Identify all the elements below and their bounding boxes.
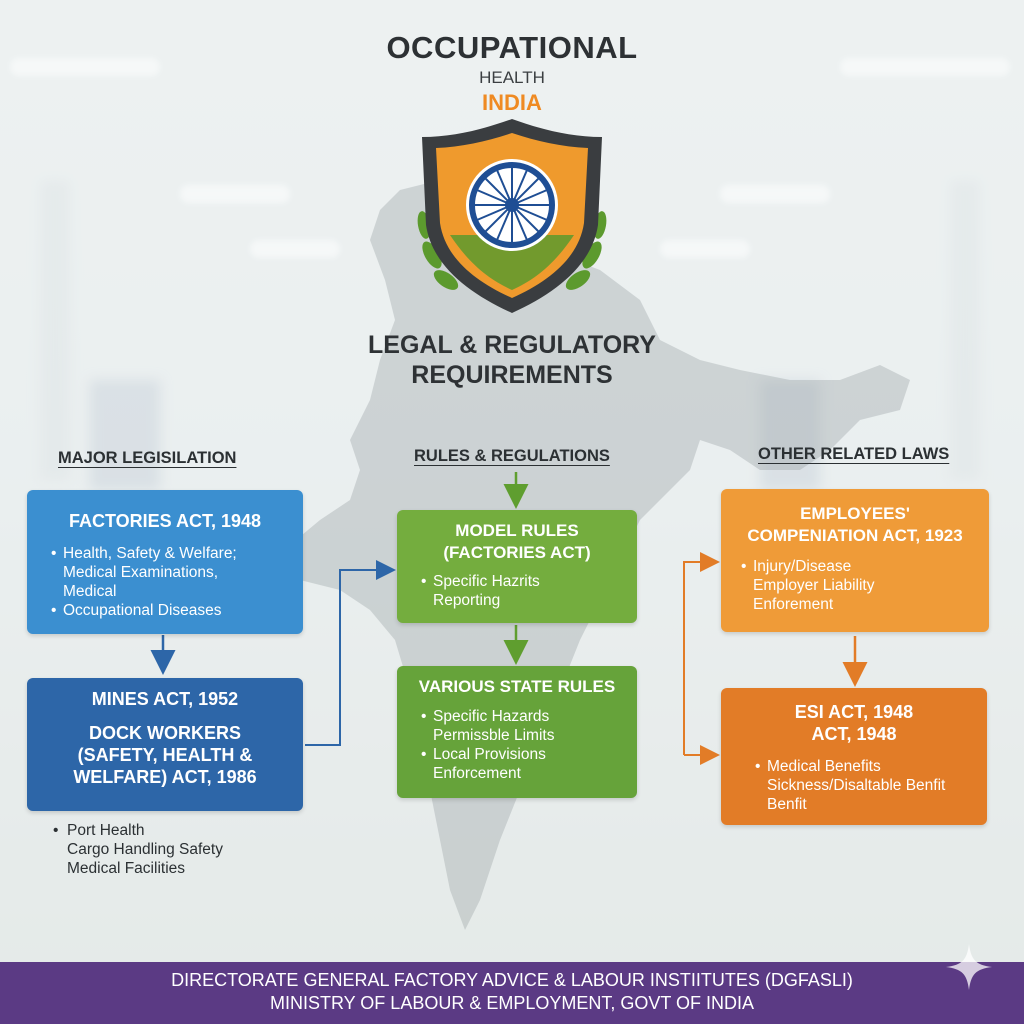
list-item: Enforcement <box>433 765 521 782</box>
list-item: • Specific Hazrits <box>419 572 637 591</box>
dock-workers-title-3: WELFARE) ACT, 1986 <box>73 767 257 787</box>
box-factories-act <box>27 490 303 634</box>
heading-rules-regulations: RULES & REGULATIONS <box>414 447 610 465</box>
model-rules-title-1: MODEL RULES <box>455 521 579 540</box>
list-item: • Occupational Diseases <box>49 601 303 620</box>
list-item: Permissble Limits <box>433 727 555 744</box>
list-item: Medical <box>63 583 117 600</box>
list-item: • Port Health <box>53 822 145 839</box>
compensation-title-2: COMPENIATION ACT, 1923 <box>747 526 963 545</box>
footer-line2: MINISTRY OF LABOUR & EMPLOYMENT, GOVT OF INDIA <box>269 993 755 1013</box>
arrow-side-to-compensation <box>684 562 716 755</box>
section-title-line2: REQUIREMENTS <box>411 361 613 389</box>
dock-workers-title-2: (SAFETY, HEALTH & <box>77 745 253 765</box>
list-item: Medical Facilities <box>67 860 186 877</box>
box-compensation-act <box>721 489 989 632</box>
section-title-line1: LEGAL & REGULATORY <box>368 331 656 359</box>
title-india: INDIA <box>482 90 542 115</box>
model-rules-title-2: (FACTORIES ACT) <box>443 543 591 562</box>
list-item: Benfit <box>767 796 807 813</box>
list-item: Cargo Handling Safety <box>67 841 223 858</box>
compensation-title-1: EMPLOYEES' <box>800 504 910 523</box>
state-rules-title: VARIOUS STATE RULES <box>418 677 616 696</box>
box-state-rules <box>397 666 637 798</box>
list-item: Sickness/Disaltable Benfit <box>767 777 946 794</box>
heading-major-legislation: MAJOR LEGISILATION <box>58 449 237 467</box>
box-model-rules <box>397 510 637 623</box>
list-item: Enforement <box>753 596 834 613</box>
arrow-dock-to-model-rules <box>305 570 392 745</box>
title-occupational: OCCUPATIONAL <box>386 30 638 65</box>
sparkle-icon <box>944 942 994 992</box>
esi-title-2: ACT, 1948 <box>811 724 897 744</box>
esi-title-1: ESI ACT, 1948 <box>794 702 914 722</box>
dock-workers-title-1: DOCK WORKERS <box>89 723 241 743</box>
mines-act-title: MINES ACT, 1952 <box>91 689 239 709</box>
factories-act-title: FACTORIES ACT, 1948 <box>68 511 262 531</box>
title-health: HEALTH <box>479 68 545 87</box>
list-item: Employer Liability <box>753 577 875 594</box>
box-esi-act <box>721 688 987 825</box>
list-item: • Medical Benefits <box>753 757 987 776</box>
list-item-text: Port Health <box>67 822 145 839</box>
heading-other-related-laws: OTHER RELATED LAWS <box>758 445 950 463</box>
list-item: • Specific Hazards <box>419 707 637 726</box>
list-item: • Injury/Disease <box>739 557 989 576</box>
list-item: • Health, Safety & Welfare; <box>49 544 303 563</box>
list-item: Reporting <box>433 592 501 609</box>
footer-line1: DIRECTORATE GENERAL FACTORY ADVICE & LABOUR INSTIITUTES (DGFASLI) <box>171 970 853 990</box>
list-item: • Local Provisions <box>419 745 637 764</box>
dock-workers-details <box>53 821 223 878</box>
box-mines-dock-act <box>27 678 303 811</box>
list-item: Medical Examinations, <box>63 564 219 581</box>
